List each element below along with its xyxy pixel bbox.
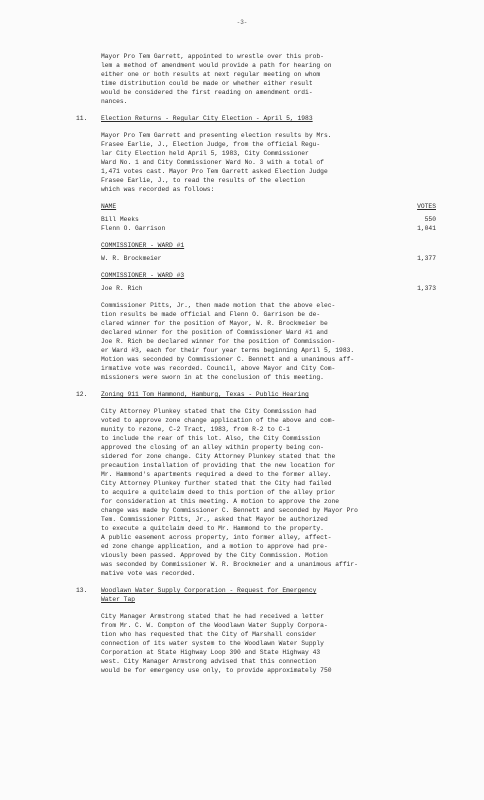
section-heading: Zoning 911 Tom Hammond, Hamburg, Texas - Public Hearing (101, 391, 309, 398)
section-body: City Manager Armstrong stated that he had received a letter from Mr. C. W. Compton of the Woodlawn Water Supply Corpora- tion who has requested that the City of Marshall consider connection of its water system to the Woodlawn Water Supply Corporation at State Highway Loop 390 and State Highway 43 west. City Manager Armstrong advised that this connection would be for emergency use only, to provide approximately 750 (101, 613, 332, 674)
section-number: 13. (76, 587, 88, 594)
candidate-votes: 1,041 (417, 225, 436, 232)
section-body: City Attorney Plunkey stated that the City Commission had voted to approve zone change application of the above and com- munity to rezone, C-2 Tract, 1983, from R-2 to C-1 to include the rear of this lot. Also, the City Commission approved the closing of an alley within property being con- sidered for zone change. City Attorney Plunkey stated that the precaution installation of providing that the new location for Mr. Hammond's apartments required a deed to the former alley. City Attorney Plunkey further stated that the City had failed to acquire a quitclaim deed to this portion of the alley prior for consideration at this meeting. A motion to approve the zone change was made by Commissioner C. Bennett and seconded by Mayor Pro Tem. Commissioner Pitts, Jr., asked that Mayor be authorized to execute a quitclaim deed to Mr. Hammond to the property. A public easement across property, into former alley, affect- ed zone change application, and a motion to approve had pre- viously been passed. Approved by the City Commission. Motion was seconded by Commissioner W. R. Brockmeier and a unanimous affir- mative vote was recorded. (101, 408, 358, 577)
result-row (101, 224, 436, 233)
candidate-votes: 550 (424, 216, 436, 223)
section-water-supply (0, 586, 484, 675)
document-body (0, 52, 484, 675)
candidate-name: Joe R. Rich (101, 285, 143, 292)
candidate-name: W. R. Brockmeier (101, 255, 162, 262)
candidate-votes: 1,373 (417, 285, 436, 292)
section-closing: Commissioner Pitts, Jr., then made motion that the above elec- tion results be made official and Flenn O. Garrison be de- clared winner for the position of Mayor, W. R. Brockmeier be declared winner for the position of Commissioner Ward #1 and Joe R. Rich be declared winner for the position of Commission- er Ward #3, each for their four year terms beginning April 5, 1983. Motion was seconded by Commissioner C. Bennett and a unanimous aff- irmative vote was recorded. Council, above Mayor and City Com- missioners were sworn in at the conclusion of this meeting. (101, 302, 355, 381)
candidate-name: Flenn O. Garrison (101, 225, 166, 232)
result-row (101, 254, 436, 263)
section-heading: Election Returns - Regular City Election - April 5, 1983 (101, 115, 313, 122)
section-body: Mayor Pro Tem Garrett and presenting election results by Mrs. Frasee Earlie, J., Election Judge, from the official Regu- lar City Election held April 5, 1983, City Commissioner Ward No. 1 and City Commissioner Ward No. 3 with a total of 1,471 votes cast. Mayor Pro Tem Garrett asked Election Judge Frasee Earlie, J., to read the results of the election which was recorded as follows: (101, 132, 332, 193)
results-group-mayor (0, 215, 484, 233)
section-number: 12. (76, 391, 88, 398)
votes-column-header: VOTES (417, 203, 436, 210)
results-group-ward-3 (0, 284, 484, 293)
result-row (101, 215, 436, 224)
section-heading: Woodlawn Water Supply Corporation - Request for Emergency Water Tap (101, 587, 317, 603)
intro-paragraph: Mayor Pro Tem Garrett, appointed to wrestle over this prob- lem a method of amendment would provide a path for hearing on either one or both results at next regular meeting on whom time distribution could be made or whether either result would be considered the first reading on amendment ordi- nances. (101, 53, 332, 105)
section-zoning (0, 390, 484, 578)
results-table-header (101, 202, 436, 211)
section-election-returns (0, 114, 484, 382)
results-group-ward-1 (0, 254, 484, 263)
candidate-name: Bill Meeks (101, 216, 139, 223)
results-group-title: COMMISSIONER - WARD #3 (101, 272, 185, 279)
results-group-title: COMMISSIONER - WARD #1 (101, 242, 185, 249)
name-column-header: NAME (101, 203, 117, 210)
result-row (101, 284, 436, 293)
section-number: 11. (76, 115, 88, 122)
candidate-votes: 1,377 (417, 255, 436, 262)
page-number: -3- (236, 19, 248, 26)
